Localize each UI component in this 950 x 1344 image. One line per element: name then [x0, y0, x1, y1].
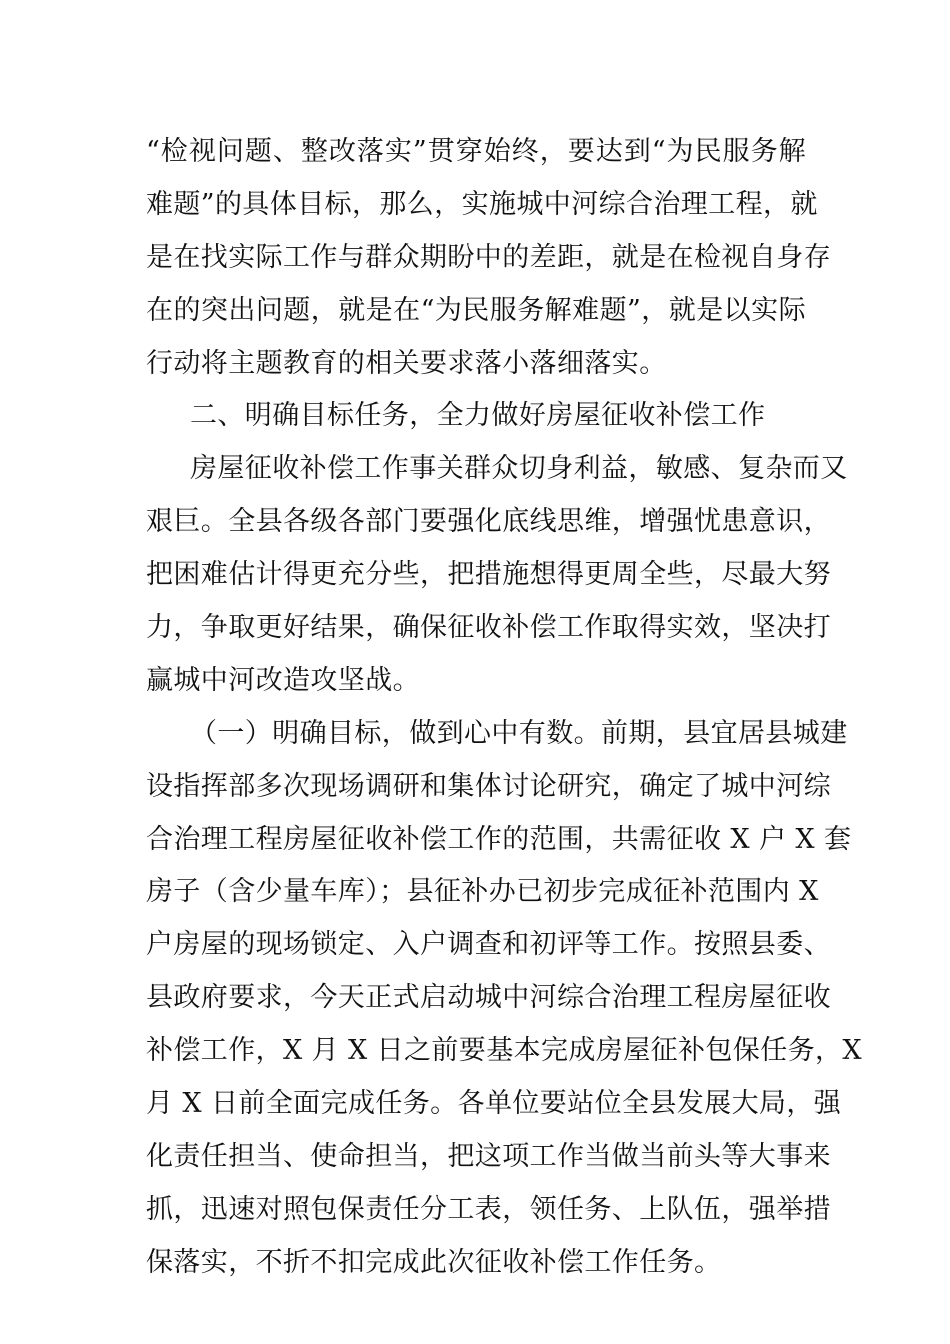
paragraph-first-line: 房屋征收补偿工作事关群众切身利益，敏感、复杂而又 [190, 453, 848, 485]
text-line: “检视问题、整改落实”贯穿始终，要达到“为民服务解 [146, 136, 806, 167]
text-line: 化责任担当、使命担当，把这项工作当做当前头等大事来 [146, 1140, 831, 1172]
text-line: 设指挥部多次现场调研和集体讨论研究，确定了城中河综 [146, 770, 831, 802]
body-text [146, 126, 863, 1290]
paragraph-first-line: （一）明确目标，做到心中有数。前期，县宜居县城建 [190, 717, 848, 749]
text-line: 行动将主题教育的相关要求落小落细落实。 [146, 347, 667, 379]
section-heading: 二、明确目标任务，全力做好房屋征收补偿工作 [190, 400, 766, 432]
text-line: 力，争取更好结果，确保征收补偿工作取得实效，坚决打 [146, 612, 831, 644]
text-line: 月 X 日前全面完成任务。各单位要站位全县发展大局，强 [146, 1088, 842, 1120]
text-line: 户房屋的现场锁定、入户调查和初评等工作。按照县委、 [146, 929, 831, 961]
text-line: 把困难估计得更充分些，把措施想得更周全些，尽最大努 [146, 559, 831, 591]
text-line: 房子（含少量车库）；县征补办已初步完成征补范围内 X [146, 876, 819, 908]
text-line: 艰巨。全县各级各部门要强化底线思维，增强忧患意识， [146, 506, 831, 538]
text-line: 补偿工作，X 月 X 日之前要基本完成房屋征补包保任务，X [146, 1035, 863, 1067]
text-line: 赢城中河改造攻坚战。 [146, 664, 420, 696]
text-line: 是在找实际工作与群众期盼中的差距，就是在检视自身存 [146, 241, 831, 273]
text-line: 抓，迅速对照包保责任分工表，领任务、上队伍，强举措 [146, 1193, 831, 1225]
text-line: 保落实，不折不扣完成此次征收补偿工作任务。 [146, 1246, 722, 1278]
text-line: 县政府要求，今天正式启动城中河综合治理工程房屋征收 [146, 982, 831, 1014]
text-line: 难题”的具体目标，那么，实施城中河综合治理工程，就 [146, 188, 818, 220]
text-line: 合治理工程房屋征收补偿工作的范围，共需征收 X 户 X 套 [146, 823, 852, 855]
text-line: 在的突出问题，就是在“为民服务解难题”，就是以实际 [146, 294, 806, 326]
